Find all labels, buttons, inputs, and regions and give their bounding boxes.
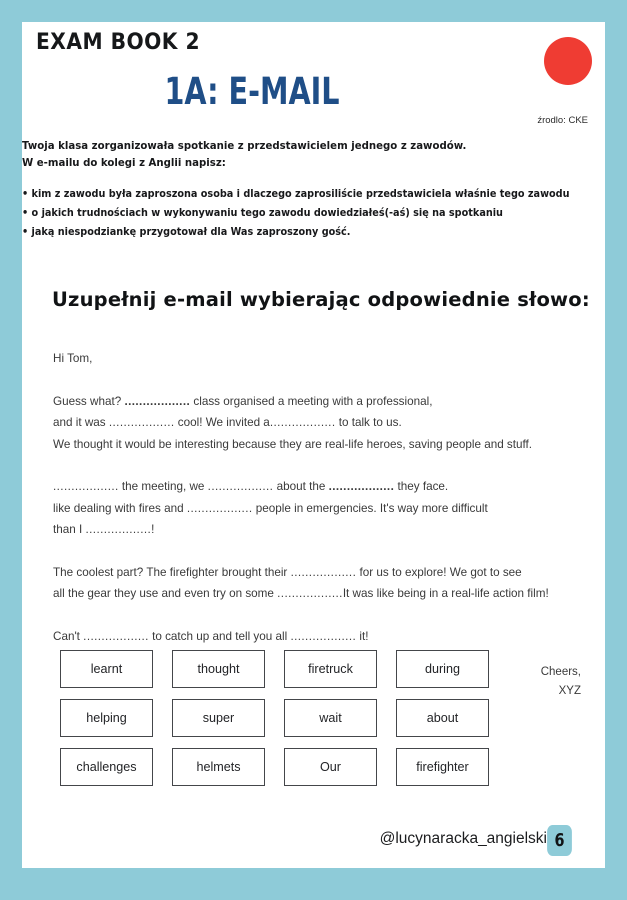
email-line: [53, 583, 598, 605]
text-fragment: for us to explore! We got to see: [356, 565, 522, 579]
email-line: [53, 626, 598, 648]
page-number-badge: 6: [547, 825, 572, 856]
email-greeting: Hi Tom,: [53, 352, 93, 365]
text-fragment: and it was: [53, 416, 109, 429]
author-handle: @lucynaracka_angielski: [379, 830, 547, 847]
word-option[interactable]: firetruck: [284, 650, 377, 688]
text-fragment: the meeting, we: [118, 480, 208, 493]
text-fragment: Can't: [53, 629, 84, 643]
red-circle-decoration: [544, 37, 592, 85]
text-fragment: to talk to us.: [335, 416, 402, 429]
text-fragment: The coolest part? The firefighter brought their: [53, 565, 291, 579]
blank-dots: ..................: [108, 416, 175, 429]
spacer: [53, 455, 598, 476]
word-option[interactable]: challenges: [60, 748, 153, 786]
word-option[interactable]: thought: [172, 650, 265, 688]
text-fragment: Guess what?: [53, 394, 125, 408]
source-note: źrodlo: CKE: [537, 115, 588, 126]
email-line: [53, 412, 598, 434]
blank-dots: ..................: [53, 480, 119, 493]
text-fragment: !: [151, 523, 155, 536]
email-line: [53, 562, 598, 584]
word-option[interactable]: learnt: [60, 650, 153, 688]
intro-line: W e-mailu do kolegi z Anglii napisz:: [22, 157, 226, 169]
email-body: [53, 348, 598, 647]
text-fragment: than I: [53, 523, 86, 536]
word-option[interactable]: wait: [284, 699, 377, 737]
blank-dots: ..................: [85, 523, 152, 536]
blank-dots: ..................: [207, 480, 274, 493]
word-bank: [60, 650, 480, 786]
signature-line: XYZ: [558, 685, 581, 697]
text-fragment: It was like being in a real-life action film!: [342, 587, 549, 600]
word-option[interactable]: Our: [284, 748, 377, 786]
text-fragment: about the: [273, 480, 329, 493]
instructions-intro: [22, 138, 605, 172]
instructions-bullets: [22, 185, 605, 242]
email-line: [53, 391, 598, 413]
word-option[interactable]: during: [396, 650, 489, 688]
spacer: [53, 370, 598, 391]
text-fragment: all the gear they use and even try on some: [53, 587, 278, 600]
bullet-item: • o jakich trudnościach w wykonywaniu tego zawodu dowiedziałeś(-aś) się na spotkaniu: [22, 208, 503, 219]
page-title: 1A: E-MAIL: [164, 70, 340, 113]
spacer: [53, 541, 598, 562]
spacer: [53, 605, 598, 626]
signature-line: Cheers,: [540, 666, 581, 678]
text-fragment: they face.: [394, 480, 449, 493]
text-fragment: people in emergencies. It's way more difficult: [252, 501, 488, 515]
bullet-item: • kim z zawodu była zaproszona osoba i dlaczego zaprosiliście przedstawiciela właśnie tego zawodu: [22, 189, 570, 200]
email-signature: [509, 663, 581, 701]
word-option[interactable]: helmets: [172, 748, 265, 786]
word-option[interactable]: about: [396, 699, 489, 737]
text-fragment: to catch up and tell you all: [148, 629, 291, 643]
blank-dots: ..................: [269, 416, 336, 429]
word-option[interactable]: super: [172, 699, 265, 737]
intro-line: Twoja klasa zorganizowała spotkanie z przedstawicielem jednego z zawodów.: [22, 140, 467, 152]
blank-dots: ..................: [290, 565, 357, 579]
email-line: [53, 476, 598, 498]
blank-dots: ..................: [290, 629, 357, 643]
text-fragment: class organised a meeting with a professional,: [190, 394, 433, 408]
email-line: [53, 519, 598, 541]
blank-dots: ..................: [83, 629, 149, 643]
blank-dots: ..................: [277, 587, 343, 600]
blank-dots: ..................: [186, 501, 253, 515]
email-line: [53, 498, 598, 520]
worksheet-card: [22, 22, 605, 868]
blank-dots: ..................: [124, 394, 191, 408]
word-option[interactable]: firefighter: [396, 748, 489, 786]
word-option[interactable]: helping: [60, 699, 153, 737]
bullet-item: • jaką niespodziankę przygotował dla Was zaproszony gość.: [22, 227, 351, 238]
task-heading: Uzupełnij e-mail wybierając odpowiednie słowo:: [52, 288, 590, 311]
exam-book-label: EXAM BOOK 2: [36, 30, 201, 55]
text-fragment: it!: [356, 629, 369, 643]
email-line: We thought it would be interesting because they are real-life heroes, saving people and stuff.: [53, 437, 533, 451]
text-fragment: cool! We invited a: [174, 416, 270, 429]
blank-dots: ..................: [328, 480, 395, 493]
text-fragment: like dealing with fires and: [53, 501, 187, 515]
